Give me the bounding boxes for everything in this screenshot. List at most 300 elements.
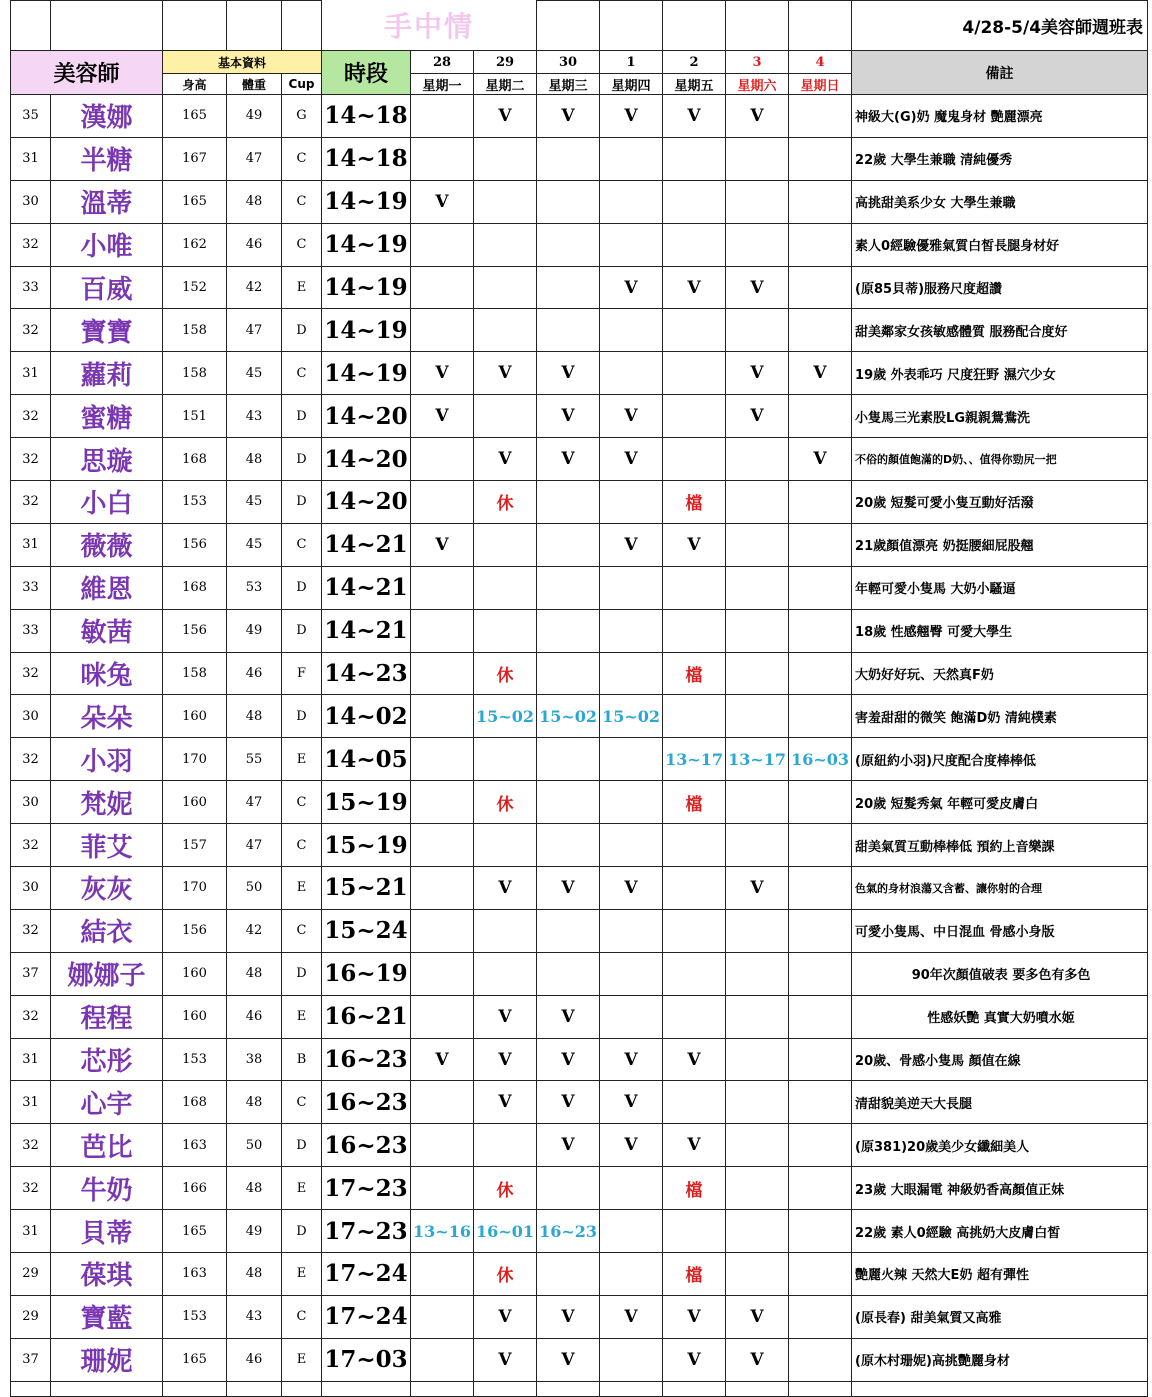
time-slot-cell: 14~19 [322, 309, 411, 352]
day-cell [789, 1081, 852, 1124]
day-cell [726, 652, 789, 695]
day-cell: 16~01 [474, 1210, 537, 1253]
name-cell: 珊妮 [51, 1338, 163, 1381]
day-cell [789, 95, 852, 138]
time-slot-cell: 14~21 [322, 609, 411, 652]
day-cell [726, 523, 789, 566]
name-cell: 朵朵 [51, 695, 163, 738]
day-cell [600, 180, 663, 223]
day-cell [789, 1210, 852, 1253]
time-slot-cell: 14~18 [322, 95, 411, 138]
day-cell [411, 266, 474, 309]
day-cell: V [474, 1295, 537, 1338]
day-cell [726, 223, 789, 266]
day-cell: V [789, 438, 852, 481]
day-cell [789, 909, 852, 952]
header-slot: 時段 [322, 51, 411, 95]
cup-cell: C [282, 523, 322, 566]
age-cell: 33 [11, 566, 51, 609]
age-cell: 33 [11, 266, 51, 309]
table-row [11, 824, 1148, 867]
day-cell: V [600, 1081, 663, 1124]
day-cell [537, 738, 600, 781]
cup-cell: C [282, 137, 322, 180]
day-cell: V [600, 867, 663, 910]
weight-cell: 48 [227, 1081, 282, 1124]
table-row [11, 952, 1148, 995]
weight-cell: 48 [227, 695, 282, 738]
age-cell: 32 [11, 738, 51, 781]
day-cell [789, 266, 852, 309]
age-cell: 32 [11, 1124, 51, 1167]
header-height: 身高 [163, 74, 227, 95]
age-cell: 31 [11, 1081, 51, 1124]
day-cell [411, 309, 474, 352]
cup-cell: E [282, 266, 322, 309]
time-slot-cell: 17~03 [322, 1338, 411, 1381]
day-cell: V [663, 1038, 726, 1081]
day-cell [600, 738, 663, 781]
weight-cell: 47 [227, 137, 282, 180]
time-slot-cell: 17~23 [322, 1210, 411, 1253]
day-cell [663, 180, 726, 223]
weight-cell: 43 [227, 395, 282, 438]
day-cell [726, 909, 789, 952]
cup-cell: E [282, 867, 322, 910]
watermark-text: 手中情 [384, 10, 475, 44]
day-cell [537, 309, 600, 352]
age-cell: 30 [11, 180, 51, 223]
day-cell: V [537, 1338, 600, 1381]
day-cell [726, 781, 789, 824]
height-cell: 158 [163, 652, 227, 695]
day-cell [789, 223, 852, 266]
weight-cell: 53 [227, 566, 282, 609]
empty-cell [726, 1381, 789, 1396]
height-cell: 168 [163, 1081, 227, 1124]
day-cell [411, 223, 474, 266]
height-cell: 166 [163, 1167, 227, 1210]
weight-cell: 46 [227, 995, 282, 1038]
name-cell: 蘿莉 [51, 352, 163, 395]
header-date: 4 [789, 51, 852, 74]
day-cell [537, 1253, 600, 1296]
age-cell: 31 [11, 1210, 51, 1253]
day-cell: V [663, 1295, 726, 1338]
table-row [11, 1167, 1148, 1210]
day-cell [411, 1167, 474, 1210]
name-cell: 小唯 [51, 223, 163, 266]
age-cell: 32 [11, 395, 51, 438]
remark-cell: 大奶好好玩、天然真F奶 [852, 652, 1148, 695]
day-cell [411, 695, 474, 738]
day-cell [663, 609, 726, 652]
day-cell [411, 1295, 474, 1338]
day-cell [474, 738, 537, 781]
table-row [11, 738, 1148, 781]
empty-cell [282, 1381, 322, 1396]
day-cell [789, 1124, 852, 1167]
remark-cell: 小隻馬三光素股LG親親鴛鴦洗 [852, 395, 1148, 438]
remark-cell: 18歲 性感翹臀 可愛大學生 [852, 609, 1148, 652]
header-weekday: 星期一 [411, 74, 474, 95]
age-cell: 32 [11, 909, 51, 952]
cup-cell: C [282, 1081, 322, 1124]
header-weight: 體重 [227, 74, 282, 95]
age-cell: 31 [11, 1038, 51, 1081]
day-cell [663, 1210, 726, 1253]
day-cell: V [474, 352, 537, 395]
day-cell: V [411, 352, 474, 395]
cup-cell: C [282, 352, 322, 395]
day-cell [600, 223, 663, 266]
day-cell: 檔 [663, 781, 726, 824]
table-row [11, 266, 1148, 309]
day-cell [474, 223, 537, 266]
remark-cell: 色氣的身材浪蕩又含蓄、讓你射的合理 [852, 867, 1148, 910]
day-cell: 休 [474, 1253, 537, 1296]
cup-cell: D [282, 395, 322, 438]
header-weekday: 星期四 [600, 74, 663, 95]
cup-cell: D [282, 566, 322, 609]
day-cell [537, 223, 600, 266]
header-date: 1 [600, 51, 663, 74]
day-cell [474, 137, 537, 180]
day-cell [537, 652, 600, 695]
age-cell: 35 [11, 95, 51, 138]
day-cell: V [474, 95, 537, 138]
height-cell: 153 [163, 1295, 227, 1338]
day-cell [663, 824, 726, 867]
weight-cell: 55 [227, 738, 282, 781]
day-cell [789, 695, 852, 738]
height-cell: 160 [163, 995, 227, 1038]
day-cell: 15~02 [600, 695, 663, 738]
day-cell [411, 738, 474, 781]
day-cell [789, 952, 852, 995]
height-cell: 167 [163, 137, 227, 180]
height-cell: 168 [163, 438, 227, 481]
weight-cell: 50 [227, 1124, 282, 1167]
day-cell: V [663, 1338, 726, 1381]
age-cell: 32 [11, 481, 51, 524]
remark-cell: 20歲、骨感小隻馬 顏值在線 [852, 1038, 1148, 1081]
day-cell [411, 1124, 474, 1167]
day-cell: V [474, 438, 537, 481]
header-weekday: 星期二 [474, 74, 537, 95]
day-cell: V [600, 1124, 663, 1167]
day-cell [663, 1081, 726, 1124]
day-cell [789, 652, 852, 695]
day-cell [537, 1167, 600, 1210]
day-cell: V [537, 95, 600, 138]
day-cell [411, 481, 474, 524]
time-slot-cell: 14~19 [322, 266, 411, 309]
day-cell [600, 1338, 663, 1381]
name-cell: 牛奶 [51, 1167, 163, 1210]
day-cell [411, 1081, 474, 1124]
remark-cell: 可愛小隻馬、中日混血 骨感小身版 [852, 909, 1148, 952]
day-cell [600, 352, 663, 395]
day-cell [411, 566, 474, 609]
day-cell [726, 1167, 789, 1210]
table-row [11, 1124, 1148, 1167]
day-cell: V [537, 438, 600, 481]
weight-cell: 38 [227, 1038, 282, 1081]
height-cell: 165 [163, 95, 227, 138]
age-cell: 29 [11, 1253, 51, 1296]
age-cell: 32 [11, 309, 51, 352]
day-cell [789, 180, 852, 223]
cup-cell: E [282, 995, 322, 1038]
remark-cell: 22歲 素人0經驗 高挑奶大皮膚白皙 [852, 1210, 1148, 1253]
remark-cell: 神級大(G)奶 魔鬼身材 艷麗漂亮 [852, 95, 1148, 138]
cup-cell: E [282, 1338, 322, 1381]
cup-cell: C [282, 909, 322, 952]
name-cell: 漢娜 [51, 95, 163, 138]
cup-cell: D [282, 309, 322, 352]
table-row [11, 137, 1148, 180]
day-cell: V [663, 266, 726, 309]
time-slot-cell: 15~19 [322, 824, 411, 867]
table-row [11, 95, 1148, 138]
name-cell: 葆琪 [51, 1253, 163, 1296]
table-row [11, 995, 1148, 1038]
time-slot-cell: 17~24 [322, 1295, 411, 1338]
name-cell: 薇薇 [51, 523, 163, 566]
height-cell: 158 [163, 309, 227, 352]
day-cell [411, 909, 474, 952]
height-cell: 157 [163, 824, 227, 867]
table-row [11, 309, 1148, 352]
day-cell [726, 995, 789, 1038]
name-cell: 寶寶 [51, 309, 163, 352]
day-cell [537, 180, 600, 223]
day-cell [537, 609, 600, 652]
day-cell: V [474, 1038, 537, 1081]
day-cell: V [474, 867, 537, 910]
day-cell: 檔 [663, 1167, 726, 1210]
name-cell: 貝蒂 [51, 1210, 163, 1253]
cup-cell: D [282, 1210, 322, 1253]
day-cell [663, 566, 726, 609]
age-cell: 31 [11, 523, 51, 566]
day-cell [726, 1081, 789, 1124]
day-cell [789, 1295, 852, 1338]
day-cell: V [600, 1038, 663, 1081]
table-row [11, 695, 1148, 738]
table-row [11, 352, 1148, 395]
day-cell: V [600, 438, 663, 481]
age-cell: 31 [11, 137, 51, 180]
day-cell: V [411, 1038, 474, 1081]
time-slot-cell: 14~20 [322, 395, 411, 438]
cup-cell: G [282, 95, 322, 138]
day-cell [789, 609, 852, 652]
header-name: 美容師 [11, 51, 163, 95]
day-cell: V [600, 1295, 663, 1338]
height-cell: 170 [163, 867, 227, 910]
empty-cell [600, 1381, 663, 1396]
day-cell [474, 609, 537, 652]
day-cell [474, 1124, 537, 1167]
cup-cell: C [282, 223, 322, 266]
day-cell [411, 867, 474, 910]
name-cell: 心宇 [51, 1081, 163, 1124]
day-cell: V [726, 867, 789, 910]
day-cell: V [789, 352, 852, 395]
cup-cell: E [282, 738, 322, 781]
remark-cell: 20歲 短髮可愛小隻互動好活潑 [852, 481, 1148, 524]
empty-cell [11, 1381, 51, 1396]
remark-cell: 21歲顏值漂亮 奶挺腰細屁股翹 [852, 523, 1148, 566]
remark-cell: 90年次顏值破表 要多色有多色 [852, 952, 1148, 995]
day-cell: 檔 [663, 1253, 726, 1296]
remark-cell: 不俗的顏值飽滿的D奶、、值得你勁尻一把 [852, 438, 1148, 481]
empty-cell [227, 1381, 282, 1396]
title-row [11, 1, 1148, 51]
day-cell [411, 952, 474, 995]
time-slot-cell: 14~20 [322, 481, 411, 524]
day-cell: V [600, 266, 663, 309]
day-cell: 15~02 [474, 695, 537, 738]
time-slot-cell: 14~19 [322, 180, 411, 223]
weight-cell: 42 [227, 266, 282, 309]
weight-cell: 45 [227, 481, 282, 524]
table-row [11, 438, 1148, 481]
remark-cell: (原85貝蒂)服務尺度超讚 [852, 266, 1148, 309]
remark-cell: (原381)20歲美少女纖細美人 [852, 1124, 1148, 1167]
name-cell: 咪兔 [51, 652, 163, 695]
day-cell [537, 909, 600, 952]
day-cell [789, 309, 852, 352]
header-date: 3 [726, 51, 789, 74]
day-cell [663, 137, 726, 180]
day-cell: V [537, 395, 600, 438]
table-row [11, 1038, 1148, 1081]
day-cell: 13~17 [726, 738, 789, 781]
day-cell [474, 909, 537, 952]
day-cell [411, 1338, 474, 1381]
day-cell [789, 995, 852, 1038]
bottom-row [11, 1381, 1148, 1396]
cup-cell: B [282, 1038, 322, 1081]
day-cell [474, 952, 537, 995]
remark-cell: 艷麗火辣 天然大E奶 超有彈性 [852, 1253, 1148, 1296]
cup-cell: C [282, 781, 322, 824]
remark-cell: 清甜貌美逆天大長腿 [852, 1081, 1148, 1124]
name-cell: 小白 [51, 481, 163, 524]
day-cell: V [474, 1081, 537, 1124]
day-cell: 檔 [663, 481, 726, 524]
height-cell: 165 [163, 1338, 227, 1381]
header-weekday: 星期日 [789, 74, 852, 95]
empty-cell [789, 1381, 852, 1396]
day-cell: V [726, 395, 789, 438]
day-cell [726, 566, 789, 609]
day-cell [474, 824, 537, 867]
day-cell [789, 1167, 852, 1210]
day-cell [537, 481, 600, 524]
table-row [11, 781, 1148, 824]
day-cell: 檔 [663, 652, 726, 695]
remark-cell: (原長春) 甜美氣質又高雅 [852, 1295, 1148, 1338]
height-cell: 165 [163, 1210, 227, 1253]
day-cell [537, 824, 600, 867]
day-cell: 13~16 [411, 1210, 474, 1253]
day-cell [789, 523, 852, 566]
weight-cell: 43 [227, 1295, 282, 1338]
day-cell [789, 1038, 852, 1081]
time-slot-cell: 14~18 [322, 137, 411, 180]
height-cell: 162 [163, 223, 227, 266]
schedule-table [10, 0, 1148, 1397]
height-cell: 168 [163, 566, 227, 609]
day-cell [726, 1038, 789, 1081]
day-cell: V [726, 352, 789, 395]
header-date: 29 [474, 51, 537, 74]
day-cell: 休 [474, 481, 537, 524]
age-cell: 32 [11, 995, 51, 1038]
day-cell: 休 [474, 1167, 537, 1210]
time-slot-cell: 16~19 [322, 952, 411, 995]
day-cell: V [663, 95, 726, 138]
day-cell: V [537, 1081, 600, 1124]
age-cell: 29 [11, 1295, 51, 1338]
remark-cell: 素人0經驗優雅氣質白皙長腿身材好 [852, 223, 1148, 266]
day-cell [726, 438, 789, 481]
table-row [11, 1253, 1148, 1296]
day-cell [537, 781, 600, 824]
day-cell: V [600, 395, 663, 438]
cup-cell: C [282, 1295, 322, 1338]
weight-cell: 49 [227, 95, 282, 138]
day-cell: V [600, 95, 663, 138]
empty-cell [537, 1381, 600, 1396]
time-slot-cell: 14~02 [322, 695, 411, 738]
table-row [11, 566, 1148, 609]
height-cell: 163 [163, 1253, 227, 1296]
weight-cell: 46 [227, 223, 282, 266]
day-cell [726, 309, 789, 352]
name-cell: 娜娜子 [51, 952, 163, 995]
empty-cell [163, 1381, 227, 1396]
day-cell [726, 695, 789, 738]
day-cell: 休 [474, 781, 537, 824]
day-cell [789, 395, 852, 438]
table-row [11, 523, 1148, 566]
day-cell [537, 523, 600, 566]
remark-cell: 性感妖艷 真實大奶噴水姬 [852, 995, 1148, 1038]
empty-cell [474, 1381, 537, 1396]
age-cell: 37 [11, 952, 51, 995]
cup-cell: F [282, 652, 322, 695]
name-cell: 小羽 [51, 738, 163, 781]
name-cell: 蜜糖 [51, 395, 163, 438]
day-cell [411, 95, 474, 138]
header-basic: 基本資料 [163, 51, 322, 74]
day-cell [663, 695, 726, 738]
day-cell [663, 438, 726, 481]
day-cell [537, 266, 600, 309]
table-row [11, 609, 1148, 652]
header-row-1 [11, 51, 1148, 74]
day-cell: V [726, 1338, 789, 1381]
day-cell [411, 609, 474, 652]
header-cup: Cup [282, 74, 322, 95]
day-cell [411, 137, 474, 180]
time-slot-cell: 16~21 [322, 995, 411, 1038]
